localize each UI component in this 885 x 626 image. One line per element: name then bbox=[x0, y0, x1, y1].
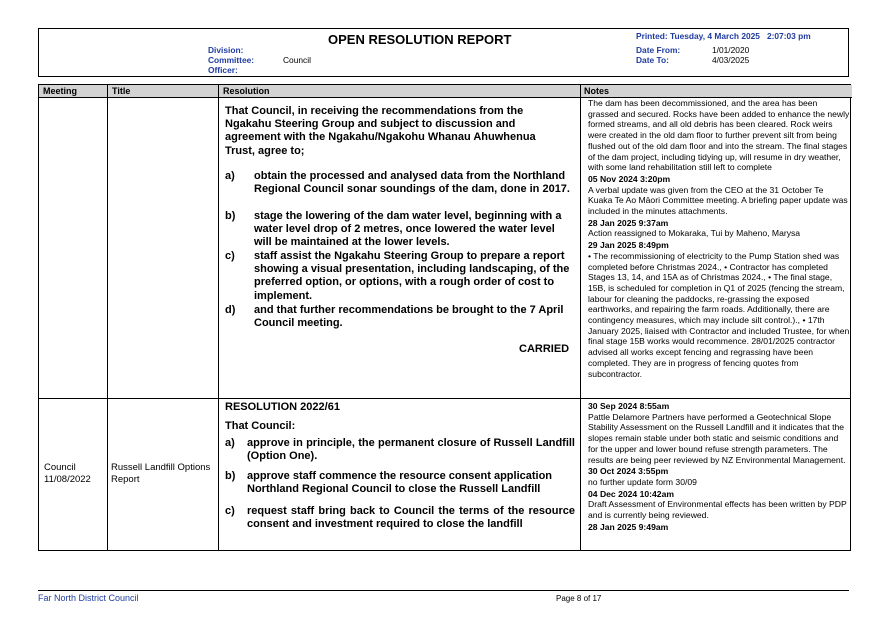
resolution-item: c) request staff bring back to Council the terms of the resource consent and investment required to close the landfill bbox=[225, 505, 575, 531]
note-date: 30 Oct 2024 3:55pm bbox=[588, 466, 669, 477]
report-header bbox=[38, 28, 849, 77]
note-date: 30 Sep 2024 8:55am bbox=[588, 401, 670, 411]
date-from-label: Date From: bbox=[636, 44, 681, 55]
note-text: Action reassigned to Mokaraka, Tui by Maheno, Marysa bbox=[588, 228, 801, 239]
note-text: no further update form 30/09 bbox=[588, 476, 697, 487]
header-dates bbox=[636, 31, 811, 66]
col-header-meeting: Meeting bbox=[39, 85, 108, 98]
resolution-item: d) and that further recommendations be brought to the 7 April Council meeting. bbox=[225, 304, 564, 330]
committee-label: Committee: bbox=[208, 55, 255, 65]
date-from-value: 1/01/2020 bbox=[712, 44, 750, 55]
note-date: 28 Jan 2025 9:49am bbox=[588, 521, 669, 532]
column-divider bbox=[107, 85, 108, 550]
that-council-label: That Council: bbox=[225, 420, 296, 432]
division-label: Division: bbox=[208, 45, 244, 55]
date-to-value: 4/03/2025 bbox=[712, 55, 750, 65]
resolution-item: b) approve staff commence the resource consent application Northland Regional Council to close the Russell Landfill bbox=[225, 470, 553, 496]
resolution-item: a) approve in principle, the permanent closure of Russell Landfill (Option One). bbox=[225, 437, 575, 463]
note-date: 05 Nov 2024 3:20pm bbox=[588, 173, 671, 184]
printed-label: Printed: bbox=[636, 31, 668, 41]
note-text: Draft Assessment of Environmental effects has been written by PDP and is currently being reviewed. bbox=[588, 499, 847, 521]
note-text: The dam has been decommissioned, and the area has been grassed and secured. Rocks have been added to enhance the newly formed streams, and all old debris has been cleared. Rock weirs were created in the old dam floor to further prevent silt from being flushed out of the old dam floor and into the stream. The final stages of the dam project, including tidying up, will resume in dry weather, with some land rehabilitation still left to complete bbox=[588, 98, 850, 173]
meeting-cell: Council 11/08/2022 bbox=[44, 462, 91, 485]
note-text: Pattle Delamore Partners have performed a Geotechnical Slope Stability Assessment on the Russell Landfill and it indicates that the slopes remain stable under both static and seismic conditions and for the upper and lower bound refuse strength parameters. The results are being peer reviewed by NZ Environmental Management. bbox=[588, 411, 846, 465]
resolution-table bbox=[38, 84, 851, 551]
footer-org: Far North District Council bbox=[38, 593, 139, 603]
resolution-item: c) staff assist the Ngakahu Steering Group to prepare a report showing a visual presentation, including landscaping, of the preferred option, or options, with a rough order of cost to implement. bbox=[225, 250, 570, 302]
report-title: OPEN RESOLUTION REPORT bbox=[328, 32, 512, 47]
title-cell: Russell Landfill Options Report bbox=[111, 462, 211, 485]
row-divider bbox=[39, 398, 850, 399]
resolution-item: b) stage the lowering of the dam water level, beginning with a water level drop of 2 metres, once lowered the water level will be maintained at the lower levels. bbox=[225, 210, 562, 249]
column-divider bbox=[580, 85, 581, 550]
note-date: 29 Jan 2025 8:49pm bbox=[588, 240, 669, 251]
resolution-number: RESOLUTION 2022/61 bbox=[225, 401, 340, 413]
note-text: • The recommissioning of electricity to the Pump Station shed was completed before Christmas 2024., • Contractor has completed Stages 13, 14, and 15A as of Christmas 2024., • The final stage, 15B, is scheduled for completion in Q1 of 2025 (fencing the stream, labour for cleaning the paddocks, re-grassing the exposed earthworks, and repairing the farm roads. Additionally, there are contingency measures, which may include silt control.)., • 17th January 2025, liaised with Contractor and included Trustee, for when final stage 15B works would recommence. 28/01/2025 contractor advised all works except fencing and regrassing have been completed. They are in progress of fencing quotes from subcontractor. bbox=[588, 250, 850, 379]
column-divider bbox=[218, 85, 219, 550]
date-to-label: Date To: bbox=[636, 55, 669, 65]
officer-label: Officer: bbox=[208, 65, 238, 75]
resolution-item: a) obtain the processed and analysed data from the Northland Regional Council sonar soundings of the dam, done in 2017. bbox=[225, 170, 570, 196]
note-text: A verbal update was given from the CEO at the 31 October Te Kuaka Te Ao Māori Committee meeting. A briefing paper update was included in the minutes attachments. bbox=[588, 184, 848, 217]
footer-page-number: Page 8 of 17 bbox=[556, 594, 602, 603]
col-header-title: Title bbox=[108, 85, 219, 98]
footer-divider bbox=[38, 590, 849, 591]
status-carried: CARRIED bbox=[519, 343, 570, 355]
note-date: 28 Jan 2025 9:37am bbox=[588, 217, 669, 228]
printed-value: Tuesday, 4 March 2025 2:07:03 pm bbox=[669, 31, 811, 41]
header-meta bbox=[208, 45, 311, 75]
resolution-intro: That Council, in receiving the recommendations from the Ngakahu Steering Group and subject to discussion and agreement with the Ngakahu/Ngakohu Whanau Ahuwhenua Trust, agree to; bbox=[225, 105, 536, 157]
col-header-notes: Notes bbox=[580, 85, 852, 98]
committee-value: Council bbox=[283, 55, 311, 65]
notes-cell bbox=[588, 401, 850, 532]
note-date: 04 Dec 2024 10:42am bbox=[588, 488, 675, 499]
notes-cell bbox=[588, 98, 850, 379]
col-header-resolution: Resolution bbox=[219, 85, 580, 98]
